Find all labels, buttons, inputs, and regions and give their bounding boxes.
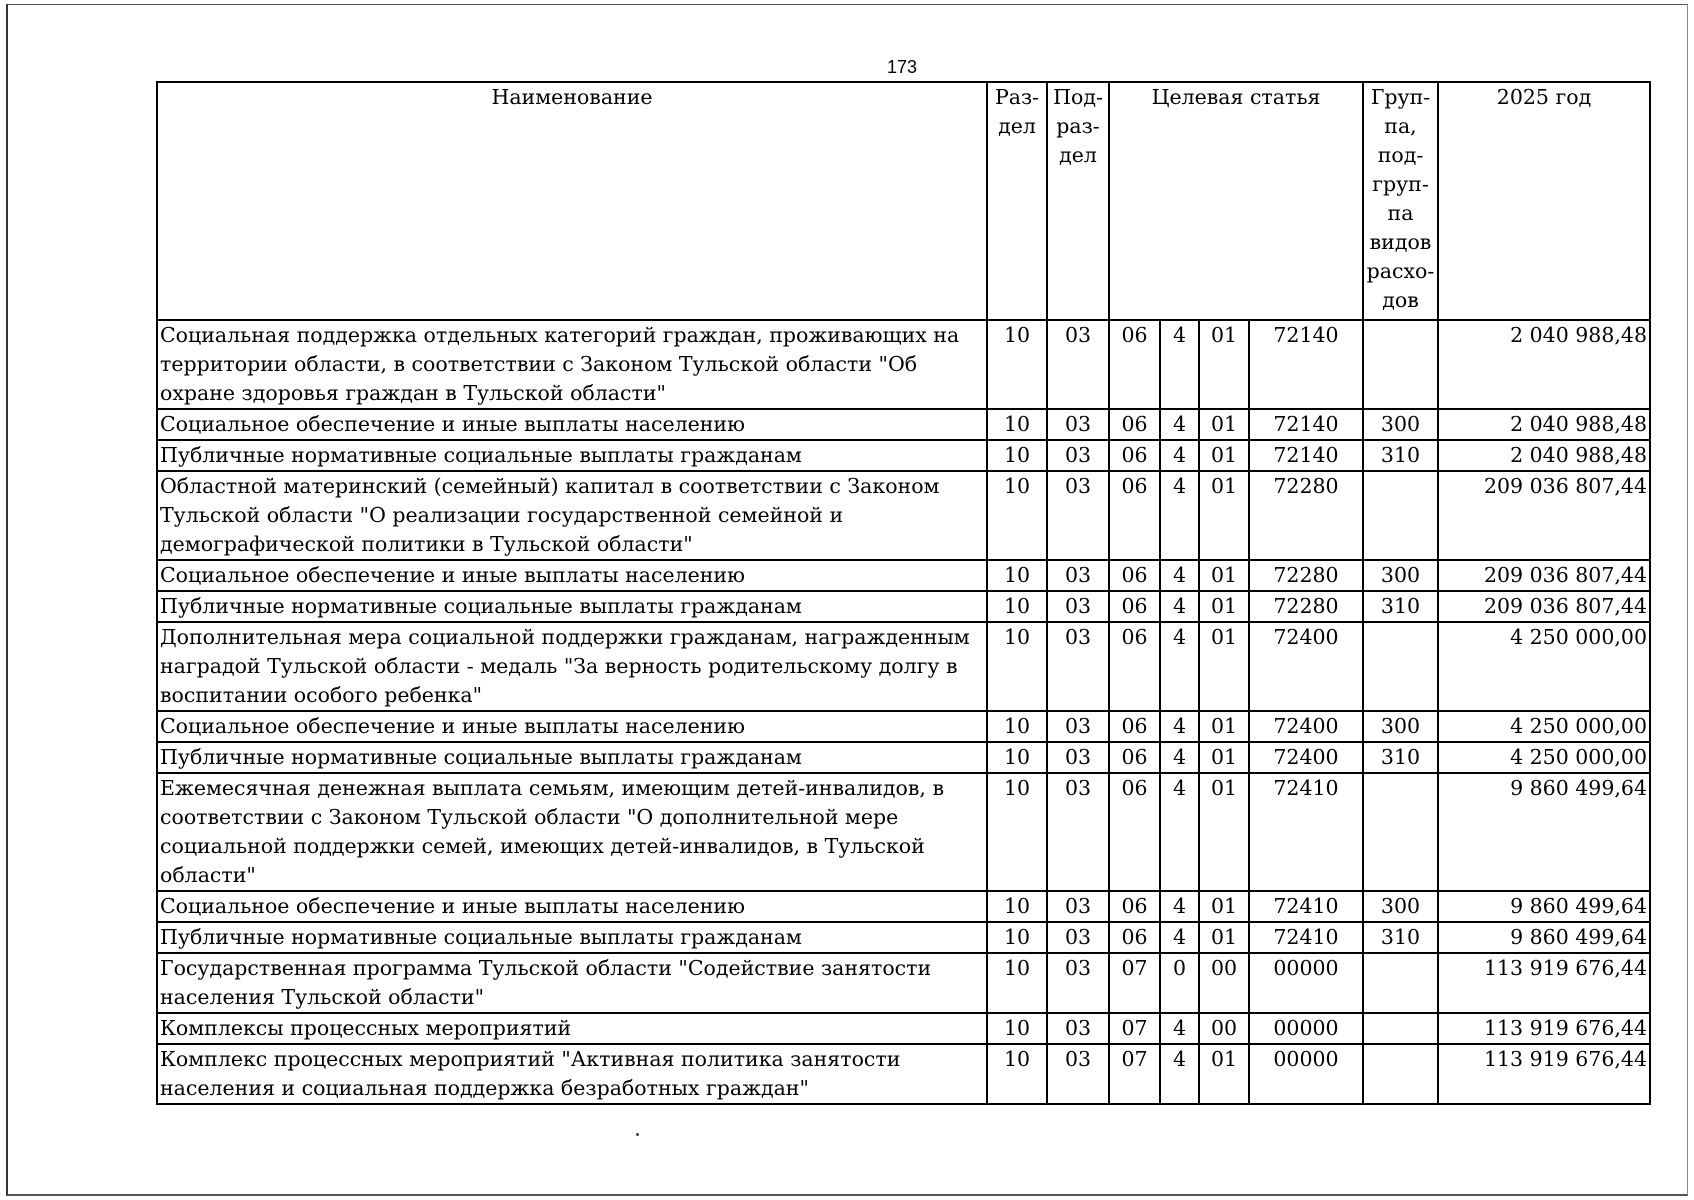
amount-2025: 4 250 000,00 (1438, 742, 1650, 773)
row-name: Социальная поддержка отдельных категорий граждан, проживающих на территории области, в соответствии с Законом Тульской области "Об охране здоровья граждан в Тульской области" (157, 320, 987, 409)
target-direction-code: 00000 (1249, 1044, 1363, 1104)
table-row (157, 891, 1650, 922)
table-row (157, 742, 1650, 773)
target-program-code: 07 (1109, 1044, 1160, 1104)
target-complex-code: 01 (1199, 440, 1249, 471)
target-direction-code: 00000 (1249, 953, 1363, 1013)
expense-group-code (1363, 320, 1438, 409)
table-header-row (157, 82, 1650, 320)
amount-2025: 2 040 988,48 (1438, 320, 1650, 409)
target-type-code: 4 (1160, 409, 1199, 440)
subsection-code: 03 (1047, 891, 1109, 922)
expense-group-code: 300 (1363, 891, 1438, 922)
target-type-code: 4 (1160, 711, 1199, 742)
target-complex-code: 01 (1199, 320, 1249, 409)
target-complex-code: 01 (1199, 711, 1249, 742)
table-row (157, 1013, 1650, 1044)
table-row (157, 471, 1650, 560)
target-complex-code: 01 (1199, 560, 1249, 591)
section-code: 10 (987, 773, 1047, 891)
target-complex-code: 01 (1199, 591, 1249, 622)
section-code: 10 (987, 1013, 1047, 1044)
subsection-code: 03 (1047, 409, 1109, 440)
table-row (157, 922, 1650, 953)
target-direction-code: 72280 (1249, 591, 1363, 622)
row-name: Публичные нормативные социальные выплаты гражданам (157, 591, 987, 622)
target-type-code: 4 (1160, 440, 1199, 471)
table-row (157, 409, 1650, 440)
target-direction-code: 72400 (1249, 711, 1363, 742)
amount-2025: 9 860 499,64 (1438, 891, 1650, 922)
expense-group-code: 310 (1363, 742, 1438, 773)
expense-group-code (1363, 1013, 1438, 1044)
row-name: Публичные нормативные социальные выплаты гражданам (157, 742, 987, 773)
target-program-code: 06 (1109, 591, 1160, 622)
target-type-code: 4 (1160, 922, 1199, 953)
amount-2025: 2 040 988,48 (1438, 440, 1650, 471)
target-program-code: 06 (1109, 922, 1160, 953)
target-direction-code: 72400 (1249, 622, 1363, 711)
target-complex-code: 01 (1199, 409, 1249, 440)
expense-group-code: 310 (1363, 440, 1438, 471)
expense-group-code: 300 (1363, 560, 1438, 591)
subsection-code: 03 (1047, 320, 1109, 409)
target-program-code: 06 (1109, 773, 1160, 891)
table-row (157, 953, 1650, 1013)
target-type-code: 4 (1160, 591, 1199, 622)
amount-2025: 113 919 676,44 (1438, 1044, 1650, 1104)
expense-group-code: 310 (1363, 922, 1438, 953)
section-code: 10 (987, 471, 1047, 560)
target-program-code: 06 (1109, 440, 1160, 471)
table-row (157, 622, 1650, 711)
subsection-code: 03 (1047, 1013, 1109, 1044)
target-program-code: 07 (1109, 1013, 1160, 1044)
target-direction-code: 72140 (1249, 440, 1363, 471)
target-type-code: 4 (1160, 1044, 1199, 1104)
target-direction-code: 00000 (1249, 1013, 1363, 1044)
target-program-code: 07 (1109, 953, 1160, 1013)
expense-group-code (1363, 471, 1438, 560)
section-code: 10 (987, 591, 1047, 622)
section-code: 10 (987, 622, 1047, 711)
row-name: Государственная программа Тульской области "Содействие занятости населения Тульской области" (157, 953, 987, 1013)
target-complex-code: 01 (1199, 742, 1249, 773)
section-code: 10 (987, 922, 1047, 953)
row-name: Публичные нормативные социальные выплаты гражданам (157, 440, 987, 471)
subsection-code: 03 (1047, 711, 1109, 742)
row-name: Ежемесячная денежная выплата семьям, имеющим детей-инвалидов, в соответствии с Законом Тульской области "О дополнительной мере социальной поддержки семей, имеющих детей-инвалидов, в Тульской области" (157, 773, 987, 891)
expense-group-code (1363, 1044, 1438, 1104)
header-expense-group: Груп- па, под- груп- па видов расхо- дов (1363, 82, 1438, 320)
subsection-code: 03 (1047, 560, 1109, 591)
row-name: Комплекс процессных мероприятий "Активная политика занятости населения и социальная поддержка безработных граждан" (157, 1044, 987, 1104)
target-direction-code: 72140 (1249, 320, 1363, 409)
target-direction-code: 72410 (1249, 891, 1363, 922)
expense-group-code (1363, 622, 1438, 711)
section-code: 10 (987, 711, 1047, 742)
amount-2025: 9 860 499,64 (1438, 773, 1650, 891)
row-name: Социальное обеспечение и иные выплаты населению (157, 891, 987, 922)
header-section: Раз- дел (987, 82, 1047, 320)
target-program-code: 06 (1109, 622, 1160, 711)
row-name: Социальное обеспечение и иные выплаты населению (157, 409, 987, 440)
target-type-code: 4 (1160, 742, 1199, 773)
target-type-code: 4 (1160, 471, 1199, 560)
target-program-code: 06 (1109, 711, 1160, 742)
target-direction-code: 72280 (1249, 471, 1363, 560)
target-complex-code: 01 (1199, 922, 1249, 953)
expense-group-code (1363, 953, 1438, 1013)
section-code: 10 (987, 320, 1047, 409)
amount-2025: 4 250 000,00 (1438, 622, 1650, 711)
amount-2025: 4 250 000,00 (1438, 711, 1650, 742)
row-name: Комплексы процессных мероприятий (157, 1013, 987, 1044)
target-direction-code: 72400 (1249, 742, 1363, 773)
target-program-code: 06 (1109, 742, 1160, 773)
amount-2025: 209 036 807,44 (1438, 471, 1650, 560)
table-row (157, 560, 1650, 591)
target-complex-code: 01 (1199, 471, 1249, 560)
expense-group-code: 310 (1363, 591, 1438, 622)
section-code: 10 (987, 409, 1047, 440)
table-row (157, 591, 1650, 622)
table-row (157, 773, 1650, 891)
table-row (157, 1044, 1650, 1104)
subsection-code: 03 (1047, 773, 1109, 891)
subsection-code: 03 (1047, 742, 1109, 773)
amount-2025: 9 860 499,64 (1438, 922, 1650, 953)
expense-group-code (1363, 773, 1438, 891)
target-direction-code: 72140 (1249, 409, 1363, 440)
row-name: Дополнительная мера социальной поддержки гражданам, награжденным наградой Тульской области - медаль "За верность родительскому долгу в воспитании особого ребенка" (157, 622, 987, 711)
section-code: 10 (987, 742, 1047, 773)
scan-speck (636, 1133, 639, 1136)
row-name: Социальное обеспечение и иные выплаты населению (157, 560, 987, 591)
target-direction-code: 72410 (1249, 773, 1363, 891)
table-row (157, 440, 1650, 471)
target-type-code: 4 (1160, 560, 1199, 591)
subsection-code: 03 (1047, 953, 1109, 1013)
budget-table (156, 81, 1651, 1105)
page-number: 173 (886, 57, 918, 77)
section-code: 10 (987, 1044, 1047, 1104)
target-complex-code: 01 (1199, 891, 1249, 922)
table-row (157, 711, 1650, 742)
target-complex-code: 00 (1199, 1013, 1249, 1044)
amount-2025: 209 036 807,44 (1438, 560, 1650, 591)
amount-2025: 113 919 676,44 (1438, 953, 1650, 1013)
target-complex-code: 01 (1199, 622, 1249, 711)
target-type-code: 4 (1160, 773, 1199, 891)
target-complex-code: 00 (1199, 953, 1249, 1013)
subsection-code: 03 (1047, 922, 1109, 953)
target-type-code: 4 (1160, 622, 1199, 711)
target-program-code: 06 (1109, 409, 1160, 440)
subsection-code: 03 (1047, 471, 1109, 560)
target-type-code: 4 (1160, 1013, 1199, 1044)
target-complex-code: 01 (1199, 1044, 1249, 1104)
target-complex-code: 01 (1199, 773, 1249, 891)
section-code: 10 (987, 891, 1047, 922)
amount-2025: 209 036 807,44 (1438, 591, 1650, 622)
target-type-code: 4 (1160, 320, 1199, 409)
header-target-article: Целевая статья (1109, 82, 1363, 320)
header-name: Наименование (157, 82, 987, 320)
target-type-code: 0 (1160, 953, 1199, 1013)
expense-group-code: 300 (1363, 409, 1438, 440)
target-program-code: 06 (1109, 471, 1160, 560)
target-program-code: 06 (1109, 891, 1160, 922)
section-code: 10 (987, 560, 1047, 591)
expense-group-code: 300 (1363, 711, 1438, 742)
target-type-code: 4 (1160, 891, 1199, 922)
amount-2025: 113 919 676,44 (1438, 1013, 1650, 1044)
amount-2025: 2 040 988,48 (1438, 409, 1650, 440)
table-body (157, 320, 1650, 1104)
target-program-code: 06 (1109, 560, 1160, 591)
target-direction-code: 72280 (1249, 560, 1363, 591)
target-direction-code: 72410 (1249, 922, 1363, 953)
table-row (157, 320, 1650, 409)
subsection-code: 03 (1047, 1044, 1109, 1104)
header-subsection: Под- раз- дел (1047, 82, 1109, 320)
row-name: Публичные нормативные социальные выплаты гражданам (157, 922, 987, 953)
section-code: 10 (987, 440, 1047, 471)
section-code: 10 (987, 953, 1047, 1013)
subsection-code: 03 (1047, 622, 1109, 711)
subsection-code: 03 (1047, 440, 1109, 471)
row-name: Областной материнский (семейный) капитал в соответствии с Законом Тульской области "О реализации государственной семейной и демографической политики в Тульской области" (157, 471, 987, 560)
header-year: 2025 год (1438, 82, 1650, 320)
subsection-code: 03 (1047, 591, 1109, 622)
row-name: Социальное обеспечение и иные выплаты населению (157, 711, 987, 742)
target-program-code: 06 (1109, 320, 1160, 409)
